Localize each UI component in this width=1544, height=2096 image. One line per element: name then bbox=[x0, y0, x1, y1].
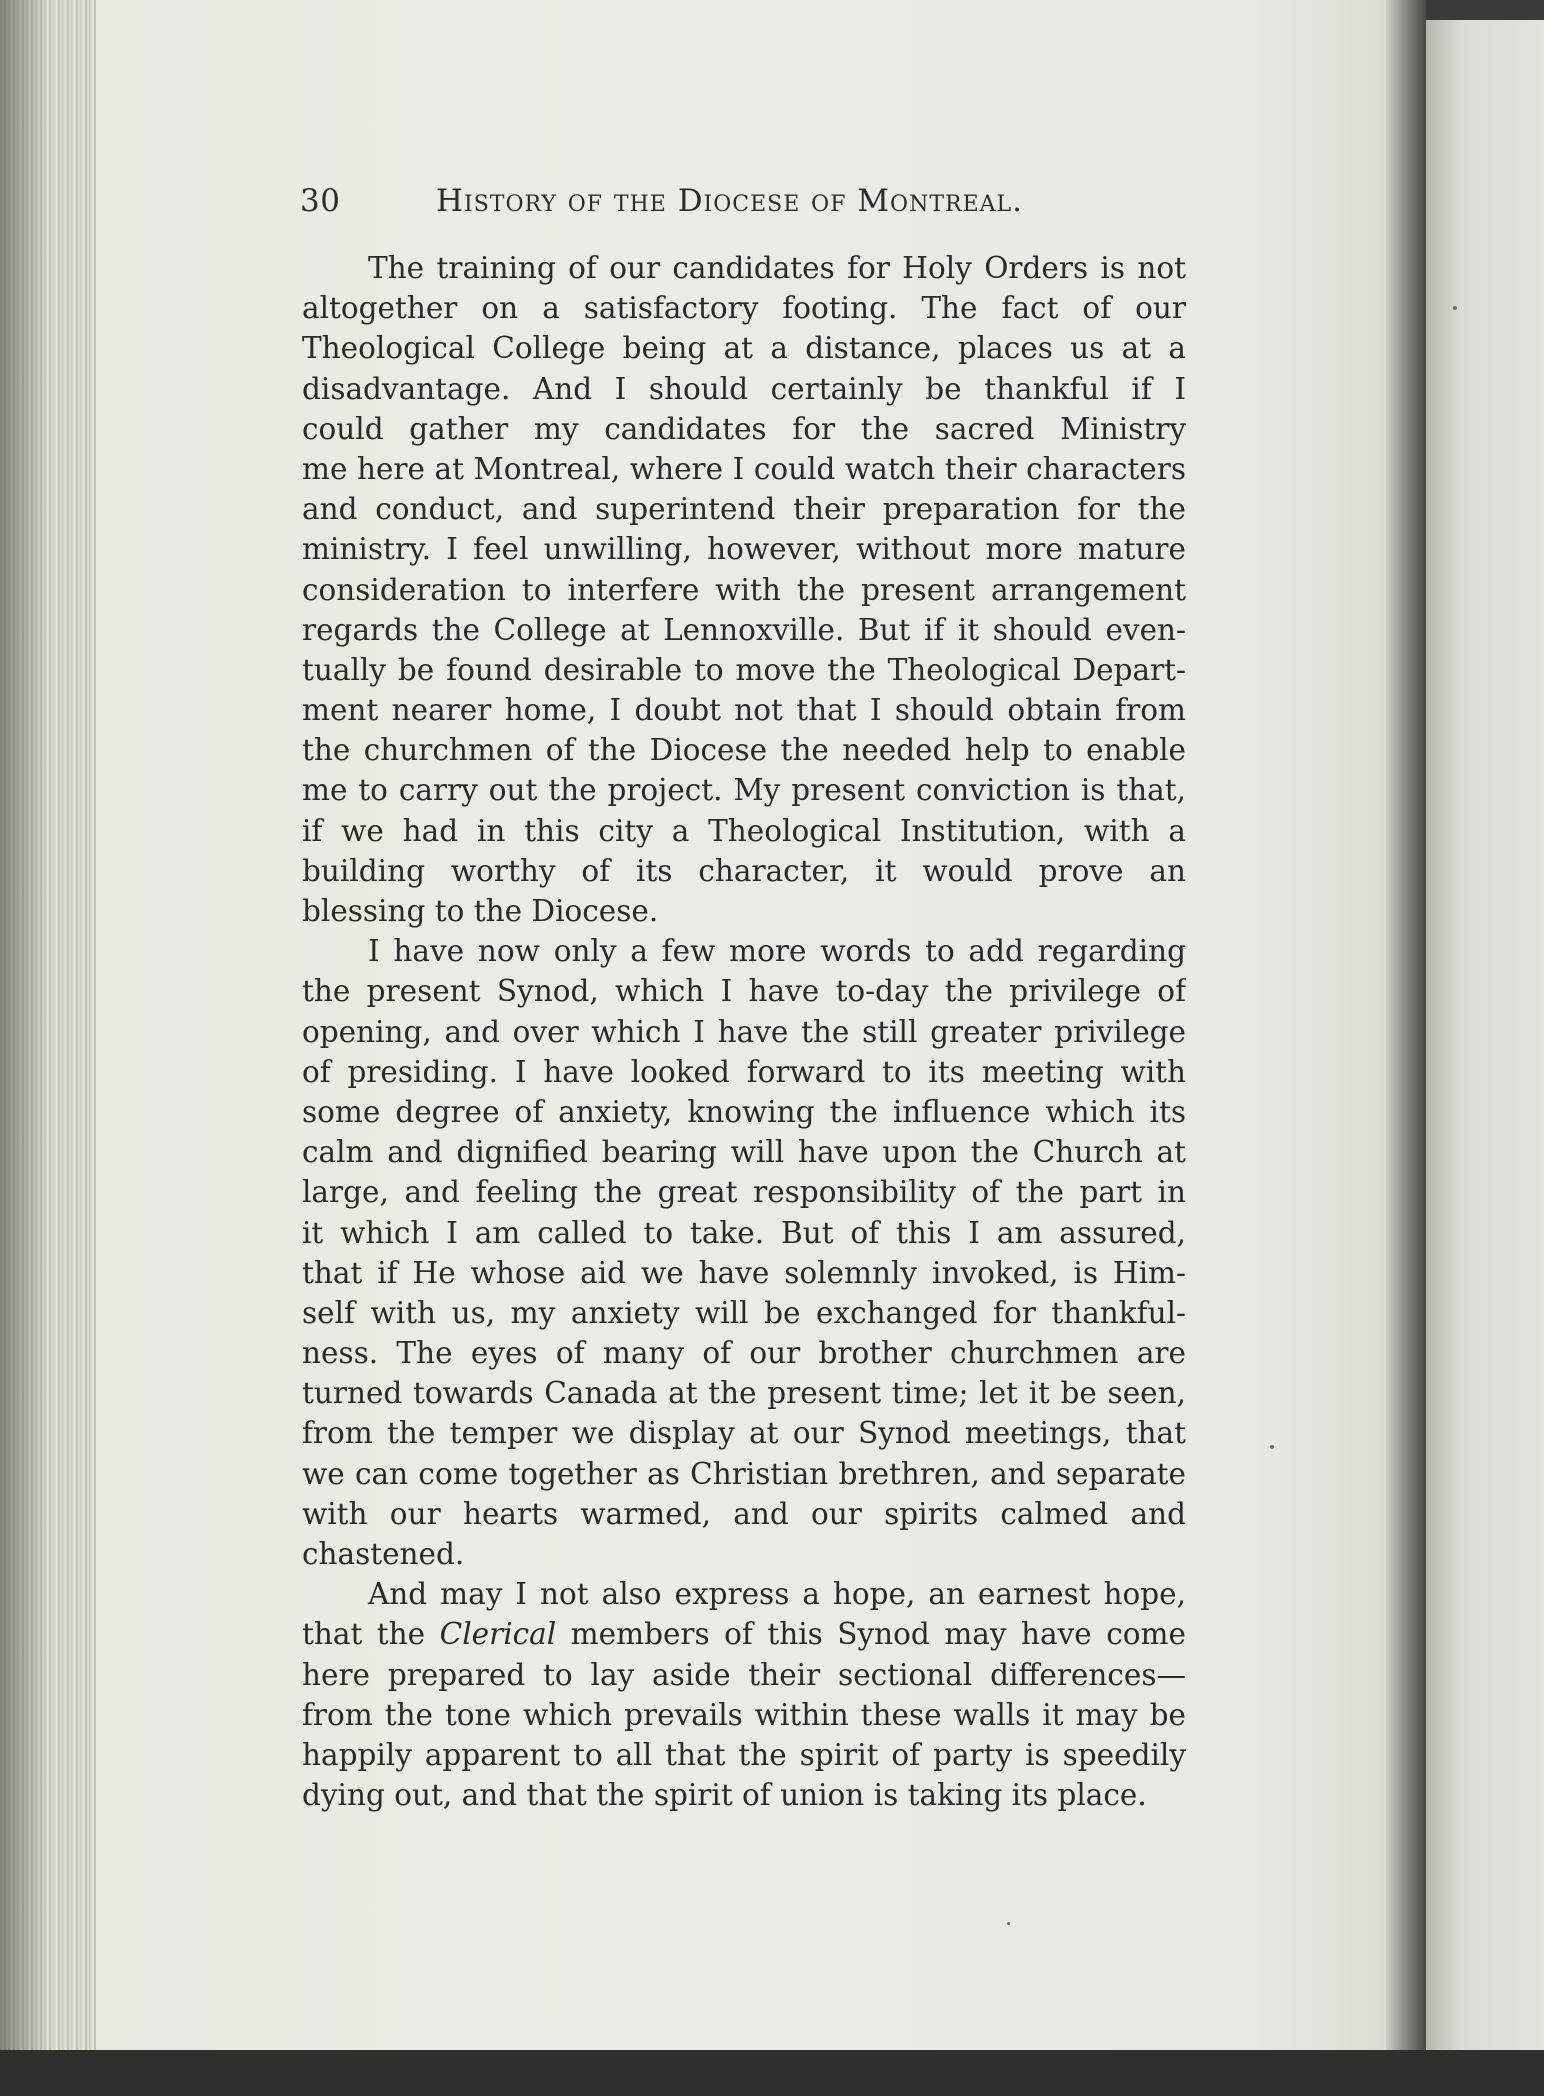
text-line: blessing to the Diocese. bbox=[302, 894, 659, 928]
text-line bbox=[302, 1614, 1186, 1654]
book-binding bbox=[1386, 0, 1426, 2096]
text-line: consideration to interfere with the present arrangement bbox=[302, 572, 1186, 607]
text-line: and conduct, and superintend their preparation for the bbox=[302, 492, 1186, 527]
text-line: could gather my candidates for the sacred Ministry bbox=[302, 411, 1186, 446]
text-line: ness. The eyes of many of our brother churchmen are bbox=[302, 1336, 1186, 1371]
text-line: opening, and over which I have the still greater privilege bbox=[302, 1014, 1186, 1049]
text-line: turned towards Canada at the present time; let it be seen, bbox=[302, 1376, 1186, 1411]
text-line: And may I not also express a hope, an earnest hope, bbox=[368, 1577, 1186, 1612]
text-line: self with us, my anxiety will be exchanged for thankful- bbox=[302, 1295, 1186, 1330]
text-line: that if He whose aid we have solemnly invoked, is Him- bbox=[302, 1255, 1186, 1290]
paragraph bbox=[302, 248, 1186, 931]
text-line: ministry. I feel unwilling, however, without more mature bbox=[302, 532, 1186, 567]
text-line: some degree of anxiety, knowing the influence which its bbox=[302, 1094, 1186, 1129]
text-line: from the temper we display at our Synod meetings, that bbox=[302, 1416, 1186, 1451]
scan-speck bbox=[1270, 1445, 1274, 1449]
text-line: regards the College at Lennoxville. But if it should even- bbox=[302, 612, 1186, 647]
text-line: me here at Montreal, where I could watch their characters bbox=[302, 451, 1186, 486]
page-edges-shadow bbox=[0, 0, 50, 2096]
text-line: the churchmen of the Diocese the needed help to enable bbox=[302, 733, 1186, 768]
next-page-edge bbox=[1426, 20, 1544, 2050]
text-line: from the tone which prevails within these walls it may be bbox=[302, 1697, 1186, 1732]
paragraph bbox=[302, 931, 1186, 1574]
text-line: I have now only a few more words to add regarding bbox=[368, 934, 1186, 969]
text-line: the present Synod, which I have to-day the privilege of bbox=[302, 974, 1186, 1009]
scan-speck bbox=[1453, 306, 1457, 310]
text-line: large, and feeling the great responsibility of the part in bbox=[302, 1175, 1186, 1210]
text-line: building worthy of its character, it would prove an bbox=[302, 853, 1186, 888]
paragraph bbox=[302, 1574, 1186, 1815]
text-line: disadvantage. And I should certainly be thankful if I bbox=[302, 371, 1186, 406]
text-line: dying out, and that the spirit of union is taking its place. bbox=[302, 1778, 1147, 1813]
text-line: me to carry out the project. My present conviction is that, bbox=[302, 773, 1186, 808]
text-line: with our hearts warmed, and our spirits calmed and bbox=[302, 1496, 1186, 1531]
text-run: members of this Synod may have come bbox=[556, 1617, 1186, 1652]
text-run: that the bbox=[302, 1617, 440, 1652]
text-line: chastened. bbox=[302, 1537, 465, 1571]
text-line: it which I am called to take. But of this I am assured, bbox=[302, 1215, 1186, 1250]
text-line: altogether on a satisfactory footing. The fact of our bbox=[302, 291, 1186, 326]
page-number: 30 bbox=[300, 183, 341, 219]
text-line: if we had in this city a Theological Institution, with a bbox=[302, 813, 1186, 848]
text-line: here prepared to lay aside their sectional differences— bbox=[302, 1657, 1186, 1692]
text-line: calm and dignified bearing will have upon the Church at bbox=[302, 1135, 1186, 1170]
text-line: ment nearer home, I doubt not that I should obtain from bbox=[302, 693, 1186, 728]
body-text bbox=[302, 248, 1186, 1815]
text-line: tually be found desirable to move the Theological Depart- bbox=[302, 652, 1186, 687]
text-line: happily apparent to all that the spirit of party is speedily bbox=[302, 1737, 1186, 1772]
scan-speck bbox=[1007, 1922, 1010, 1925]
running-title: History of the Diocese of Montreal. bbox=[436, 183, 1023, 219]
text-line: we can come together as Christian brethren, and separate bbox=[302, 1456, 1186, 1491]
text-line: Theological College being at a distance, places us at a bbox=[302, 331, 1186, 366]
italic-word: Clerical bbox=[439, 1617, 557, 1652]
text-line: of presiding. I have looked forward to its meeting with bbox=[302, 1054, 1186, 1089]
running-head bbox=[300, 183, 1200, 227]
scan-bottom-border bbox=[0, 2050, 1544, 2096]
text-line: The training of our candidates for Holy Orders is not bbox=[368, 251, 1186, 285]
